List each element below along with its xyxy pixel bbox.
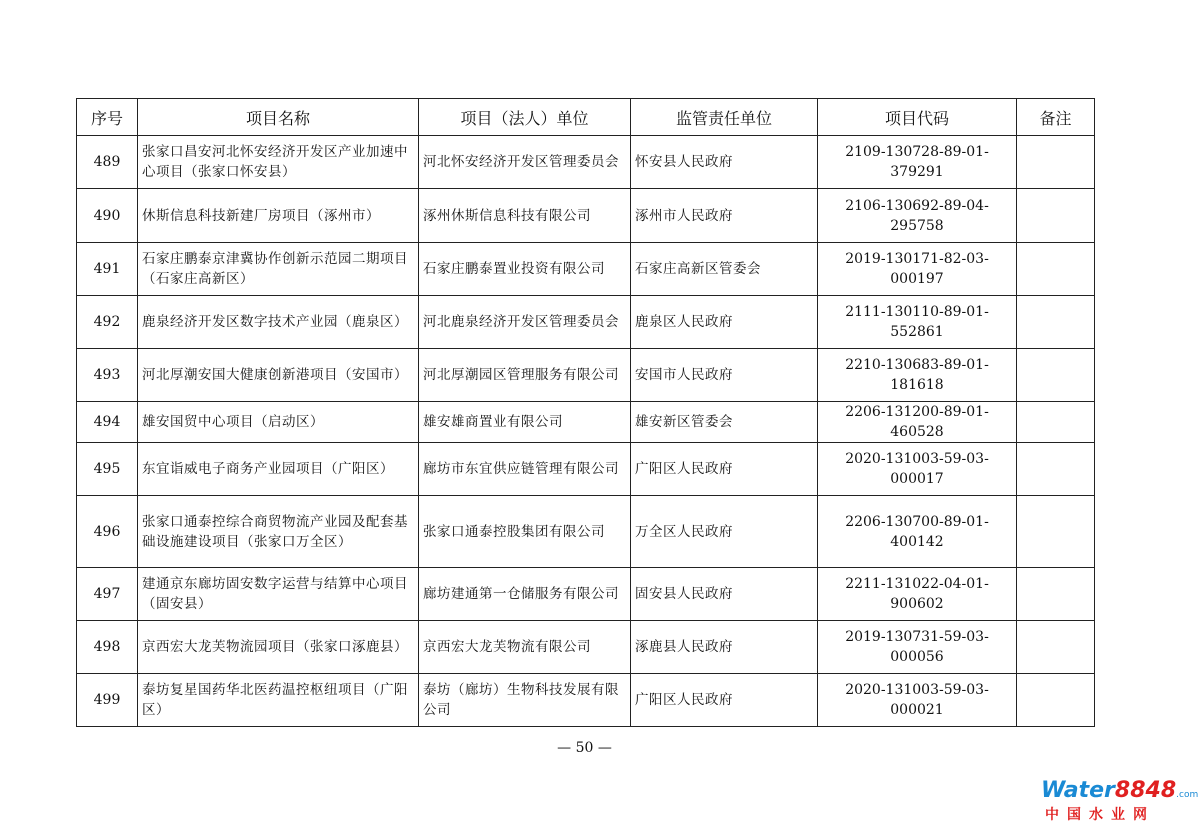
header-remarks: 备注 (1017, 99, 1095, 136)
cell-project-unit: 泰坊（廊坊）生物科技发展有限公司 (419, 674, 631, 727)
header-serial-no: 序号 (77, 99, 138, 136)
cell-project-unit: 河北鹿泉经济开发区管理委员会 (419, 296, 631, 349)
cell-project-name: 东宜诣威电子商务产业园项目（广阳区） (138, 443, 419, 496)
watermark-logo (1041, 778, 1198, 823)
cell-project-code: 2019-130731-59-03-000056 (818, 621, 1017, 674)
cell-supervisor: 涿鹿县人民政府 (631, 621, 818, 674)
cell-remarks (1017, 243, 1095, 296)
project-table (76, 98, 1095, 727)
cell-project-unit: 廊坊市东宜供应链管理有限公司 (419, 443, 631, 496)
cell-project-code: 2211-131022-04-01-900602 (818, 568, 1017, 621)
table-row (77, 568, 1095, 621)
cell-project-unit: 廊坊建通第一仓储服务有限公司 (419, 568, 631, 621)
cell-remarks (1017, 443, 1095, 496)
cell-serial-no: 492 (77, 296, 138, 349)
cell-project-unit: 石家庄鹏泰置业投资有限公司 (419, 243, 631, 296)
page-number: — 50 — (557, 740, 612, 756)
cell-project-code: 2109-130728-89-01-379291 (818, 136, 1017, 189)
table-header-row (77, 99, 1095, 136)
cell-remarks (1017, 621, 1095, 674)
table-row (77, 621, 1095, 674)
cell-project-name: 雄安国贸中心项目（启动区） (138, 402, 419, 443)
watermark-subtitle: 中国水业网 (1045, 807, 1155, 823)
cell-project-name: 泰坊复星国药华北医药温控枢纽项目（广阳区） (138, 674, 419, 727)
cell-project-name: 京西宏大龙芙物流园项目（张家口涿鹿县） (138, 621, 419, 674)
cell-project-unit: 雄安雄商置业有限公司 (419, 402, 631, 443)
cell-project-name: 张家口昌安河北怀安经济开发区产业加速中心项目（张家口怀安县） (138, 136, 419, 189)
cell-serial-no: 498 (77, 621, 138, 674)
table-row (77, 443, 1095, 496)
cell-remarks (1017, 189, 1095, 243)
cell-project-code: 2210-130683-89-01-181618 (818, 349, 1017, 402)
cell-remarks (1017, 296, 1095, 349)
cell-project-name: 建通京东廊坊固安数字运营与结算中心项目（固安县） (138, 568, 419, 621)
cell-project-name: 休斯信息科技新建厂房项目（涿州市） (138, 189, 419, 243)
cell-remarks (1017, 402, 1095, 443)
cell-supervisor: 固安县人民政府 (631, 568, 818, 621)
cell-remarks (1017, 496, 1095, 568)
cell-remarks (1017, 136, 1095, 189)
cell-project-unit: 涿州休斯信息科技有限公司 (419, 189, 631, 243)
cell-supervisor: 广阳区人民政府 (631, 674, 818, 727)
cell-serial-no: 494 (77, 402, 138, 443)
table-row (77, 496, 1095, 568)
table-row (77, 296, 1095, 349)
cell-serial-no: 491 (77, 243, 138, 296)
cell-project-unit: 张家口通泰控股集团有限公司 (419, 496, 631, 568)
cell-supervisor: 广阳区人民政府 (631, 443, 818, 496)
cell-supervisor: 鹿泉区人民政府 (631, 296, 818, 349)
cell-project-code: 2020-131003-59-03-000021 (818, 674, 1017, 727)
cell-project-name: 鹿泉经济开发区数字技术产业园（鹿泉区） (138, 296, 419, 349)
cell-project-code: 2020-131003-59-03-000017 (818, 443, 1017, 496)
cell-serial-no: 489 (77, 136, 138, 189)
cell-remarks (1017, 568, 1095, 621)
cell-supervisor: 安国市人民政府 (631, 349, 818, 402)
cell-project-code: 2111-130110-89-01-552861 (818, 296, 1017, 349)
header-supervisor: 监管责任单位 (631, 99, 818, 136)
table-row (77, 243, 1095, 296)
cell-project-name: 石家庄鹏泰京津冀协作创新示范园二期项目（石家庄高新区） (138, 243, 419, 296)
cell-supervisor: 万全区人民政府 (631, 496, 818, 568)
table-row (77, 674, 1095, 727)
cell-project-unit: 京西宏大龙芙物流有限公司 (419, 621, 631, 674)
watermark-logo-number: 8848 (1114, 778, 1177, 803)
cell-serial-no: 499 (77, 674, 138, 727)
cell-project-name: 张家口通泰控综合商贸物流产业园及配套基础设施建设项目（张家口万全区） (138, 496, 419, 568)
table-row (77, 349, 1095, 402)
cell-project-code: 2206-130700-89-01-400142 (818, 496, 1017, 568)
watermark-logo-suffix: .com (1176, 790, 1198, 800)
cell-remarks (1017, 349, 1095, 402)
header-project-unit: 项目（法人）单位 (419, 99, 631, 136)
cell-serial-no: 495 (77, 443, 138, 496)
cell-project-unit: 河北怀安经济开发区管理委员会 (419, 136, 631, 189)
cell-project-unit: 河北厚潮园区管理服务有限公司 (419, 349, 631, 402)
cell-project-code: 2106-130692-89-04-295758 (818, 189, 1017, 243)
cell-supervisor: 雄安新区管委会 (631, 402, 818, 443)
table-row (77, 402, 1095, 443)
watermark-wordmark (1041, 778, 1198, 807)
cell-serial-no: 490 (77, 189, 138, 243)
cell-serial-no: 496 (77, 496, 138, 568)
cell-project-name: 河北厚潮安国大健康创新港项目（安国市） (138, 349, 419, 402)
cell-supervisor: 涿州市人民政府 (631, 189, 818, 243)
cell-serial-no: 493 (77, 349, 138, 402)
cell-project-code: 2206-131200-89-01-460528 (818, 402, 1017, 443)
cell-remarks (1017, 674, 1095, 727)
table-row (77, 189, 1095, 243)
cell-serial-no: 497 (77, 568, 138, 621)
cell-project-code: 2019-130171-82-03-000197 (818, 243, 1017, 296)
header-project-name: 项目名称 (138, 99, 419, 136)
header-project-code: 项目代码 (818, 99, 1017, 136)
cell-supervisor: 石家庄高新区管委会 (631, 243, 818, 296)
table-row (77, 136, 1095, 189)
watermark-logo-text: Water (1041, 778, 1115, 803)
cell-supervisor: 怀安县人民政府 (631, 136, 818, 189)
